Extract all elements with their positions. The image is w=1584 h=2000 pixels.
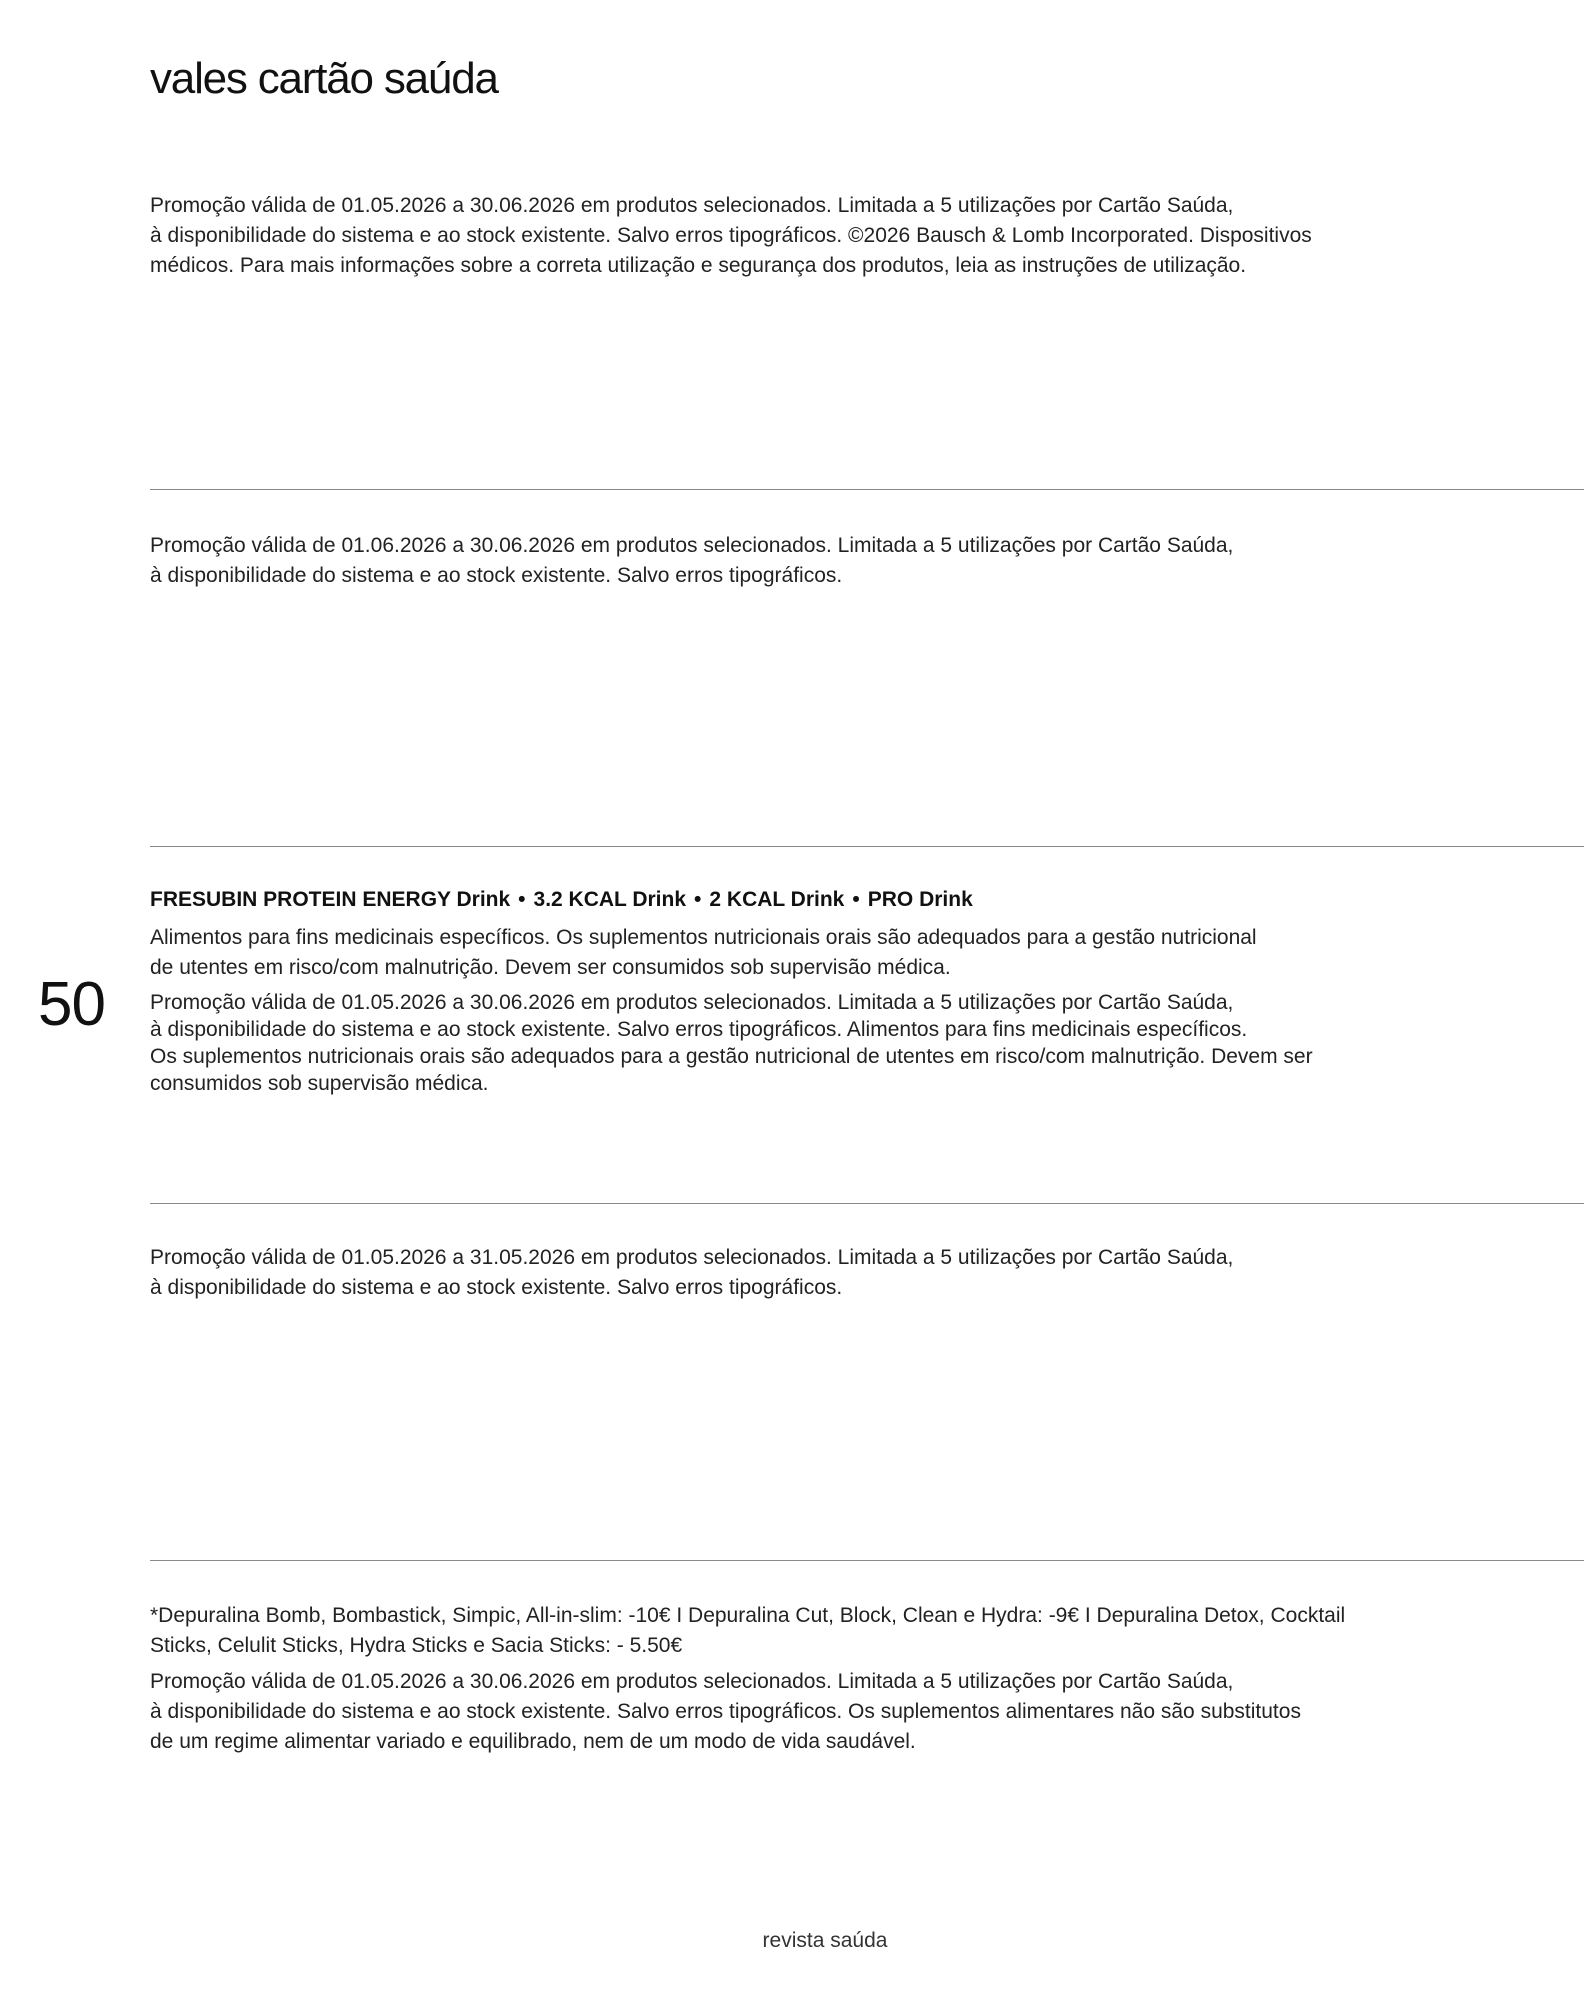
promo-section-1 (150, 191, 1400, 287)
separator-dot: • (852, 888, 860, 911)
text-line: *Depuralina Bomb, Bombastick, Simpic, All-in-slim: -10€ I Depuralina Cut, Block, Clean e Hydra: -9€ I Depuralina Detox, Cocktail (150, 1604, 1346, 1627)
discount-note (150, 1601, 1400, 1661)
product-description (150, 923, 1400, 983)
promo-terms (150, 1667, 1400, 1757)
text-line: consumidos sob supervisão médica. (150, 1072, 489, 1095)
promo-terms (150, 1243, 1400, 1303)
text-line: à disponibilidade do sistema e ao stock existente. Salvo erros tipográficos. (150, 564, 843, 587)
promo-terms (150, 191, 1400, 281)
footer-text: revista saúda (762, 1929, 888, 1952)
text-line: médicos. Para mais informações sobre a correta utilização e segurança dos produtos, leia as instruções de utilização. (150, 254, 1247, 277)
page-title: vales cartão saúda (150, 54, 498, 103)
page-number: 50 (38, 970, 105, 1039)
section-divider (150, 846, 1584, 847)
text-line: à disponibilidade do sistema e ao stock existente. Salvo erros tipográficos. Alimentos para fins medicinais específicos. (150, 1018, 1248, 1041)
product-name: 3.2 KCAL Drink (533, 888, 687, 911)
section-divider (150, 489, 1584, 490)
promo-section-3 (150, 885, 1400, 1103)
text-line: à disponibilidade do sistema e ao stock existente. Salvo erros tipográficos. Os suplementos alimentares não são substitutos (150, 1700, 1301, 1723)
product-name: PRO Drink (867, 888, 973, 911)
product-headline (150, 885, 1400, 915)
text-line: Promoção válida de 01.05.2026 a 31.05.2026 em produtos selecionados. Limitada a 5 utilizações por Cartão Saúda, (150, 1246, 1234, 1269)
text-line: Sticks, Celulit Sticks, Hydra Sticks e Sacia Sticks: - 5.50€ (150, 1634, 683, 1657)
product-name: 2 KCAL Drink (709, 888, 845, 911)
text-line: Alimentos para fins medicinais específicos. Os suplementos nutricionais orais são adequados para a gestão nutricional (150, 926, 1257, 949)
separator-dot: • (694, 888, 702, 911)
promo-terms (150, 531, 1400, 591)
text-line: Promoção válida de 01.06.2026 a 30.06.2026 em produtos selecionados. Limitada a 5 utilizações por Cartão Saúda, (150, 534, 1234, 557)
section-divider (150, 1560, 1584, 1561)
text-line: Os suplementos nutricionais orais são adequados para a gestão nutricional de utentes em risco/com malnutrição. Devem ser (150, 1045, 1313, 1068)
promo-section-4 (150, 1243, 1400, 1309)
text-line: Promoção válida de 01.05.2026 a 30.06.2026 em produtos selecionados. Limitada a 5 utilizações por Cartão Saúda, (150, 194, 1234, 217)
promo-section-2 (150, 531, 1400, 597)
text-line: à disponibilidade do sistema e ao stock existente. Salvo erros tipográficos. ©2026 Bausch & Lomb Incorporated. Dispositivos (150, 224, 1312, 247)
text-line: de um regime alimentar variado e equilibrado, nem de um modo de vida saudável. (150, 1730, 916, 1753)
text-line: de utentes em risco/com malnutrição. Devem ser consumidos sob supervisão médica. (150, 956, 951, 979)
section-divider (150, 1203, 1584, 1204)
text-line: à disponibilidade do sistema e ao stock existente. Salvo erros tipográficos. (150, 1276, 843, 1299)
promo-terms (150, 989, 1400, 1097)
text-line: Promoção válida de 01.05.2026 a 30.06.2026 em produtos selecionados. Limitada a 5 utilizações por Cartão Saúda, (150, 1670, 1234, 1693)
product-name: FRESUBIN PROTEIN ENERGY Drink (150, 888, 511, 911)
promo-section-5 (150, 1601, 1400, 1763)
separator-dot: • (518, 888, 526, 911)
text-line: Promoção válida de 01.05.2026 a 30.06.2026 em produtos selecionados. Limitada a 5 utilizações por Cartão Saúda, (150, 991, 1234, 1014)
